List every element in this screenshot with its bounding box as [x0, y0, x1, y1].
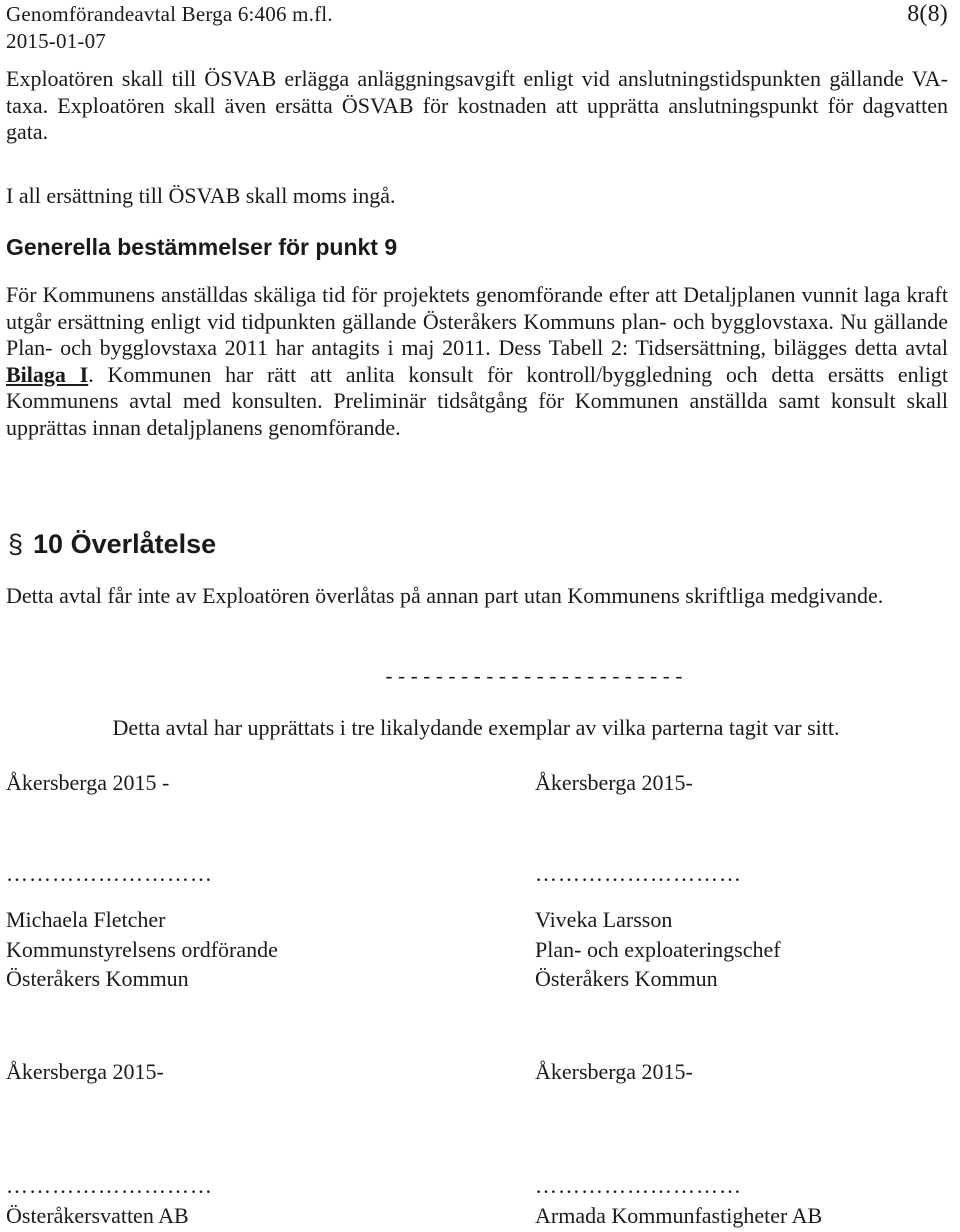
signatory-organisation: Österåkers Kommun — [535, 966, 718, 991]
signatory-organisation: Armada Kommunfastigheter AB — [535, 1203, 823, 1228]
signatory-name: Viveka Larsson — [535, 907, 673, 932]
signatory-title: Kommunstyrelsens ordförande — [6, 937, 278, 962]
signature-place-date: Åkersberga 2015- — [535, 1059, 693, 1084]
paragraph-transfer: Detta avtal får inte av Exploatören överlåtas på annan part utan Kommunens skriftliga medgivande. — [6, 583, 884, 608]
paragraph-vat: I all ersättning till ÖSVAB skall moms ingå. — [6, 183, 396, 208]
divider: ------------------------ — [383, 667, 686, 690]
paragraph-text: För Kommunens anställdas skäliga tid för projektets genomförande efter att Detaljplanen vunnit laga kraft utgår ersättning enligt vid tidpunkten gällande Österåkers Kommuns plan- och bygglovstaxa. Nu gällande Plan- och bygglovstaxa 2011 har antagits i maj 2011. Dess Tabell 2: Tidsersättning, bilägges detta avtal — [6, 282, 948, 360]
signature-place-date: Åkersberga 2015- — [6, 1059, 164, 1084]
signatory-name: Michaela Fletcher — [6, 907, 166, 932]
paragraph-general-provisions — [6, 282, 948, 441]
signature-line: ……………………… — [6, 861, 213, 886]
chapter-heading — [8, 527, 216, 561]
signature-place-date: Åkersberga 2015- — [535, 770, 693, 795]
document-date: 2015-01-07 — [6, 29, 106, 53]
paragraph-text: . Kommunen har rätt att anlita konsult för kontroll/byggledning och detta ersätts enligt Kommunens avtal med konsulten. Preliminär tidsåtgång för Kommunen anställda samt konsult skall upprättas innan detaljplanens genomförande. — [6, 361, 948, 440]
signatory-title: Plan- och exploateringschef — [535, 937, 781, 962]
signature-line: ……………………… — [6, 1173, 213, 1198]
paragraph-copies: Detta avtal har upprättats i tre likalydande exemplar av vilka parterna tagit var sitt. — [112, 715, 840, 740]
page-number: 8(8) — [907, 1, 948, 27]
paragraph-symbol: § — [8, 529, 24, 559]
chapter-title: 10 Överlåtelse — [33, 529, 217, 559]
signature-place-date: Åkersberga 2015 - — [6, 770, 170, 795]
section-heading: Generella bestämmelser för punkt 9 — [6, 234, 398, 260]
appendix-reference: Bilaga I — [6, 361, 89, 387]
signature-line: ……………………… — [535, 861, 742, 886]
signatory-organisation: Österåkersvatten AB — [6, 1203, 189, 1228]
signature-line: ……………………… — [535, 1173, 742, 1198]
signatory-organisation: Österåkers Kommun — [6, 966, 189, 991]
paragraph-exploiter-connection-fee: Exploatören skall till ÖSVAB erlägga anläggningsavgift enligt vid anslutningstidspunkten gällande VA-taxa. Exploatören skall även ersätta ÖSVAB för kostnaden att upprätta anslutningspunkt för dagvatten gata. — [6, 66, 948, 144]
document-reference: Genomförandeavtal Berga 6:406 m.fl. — [6, 2, 333, 26]
